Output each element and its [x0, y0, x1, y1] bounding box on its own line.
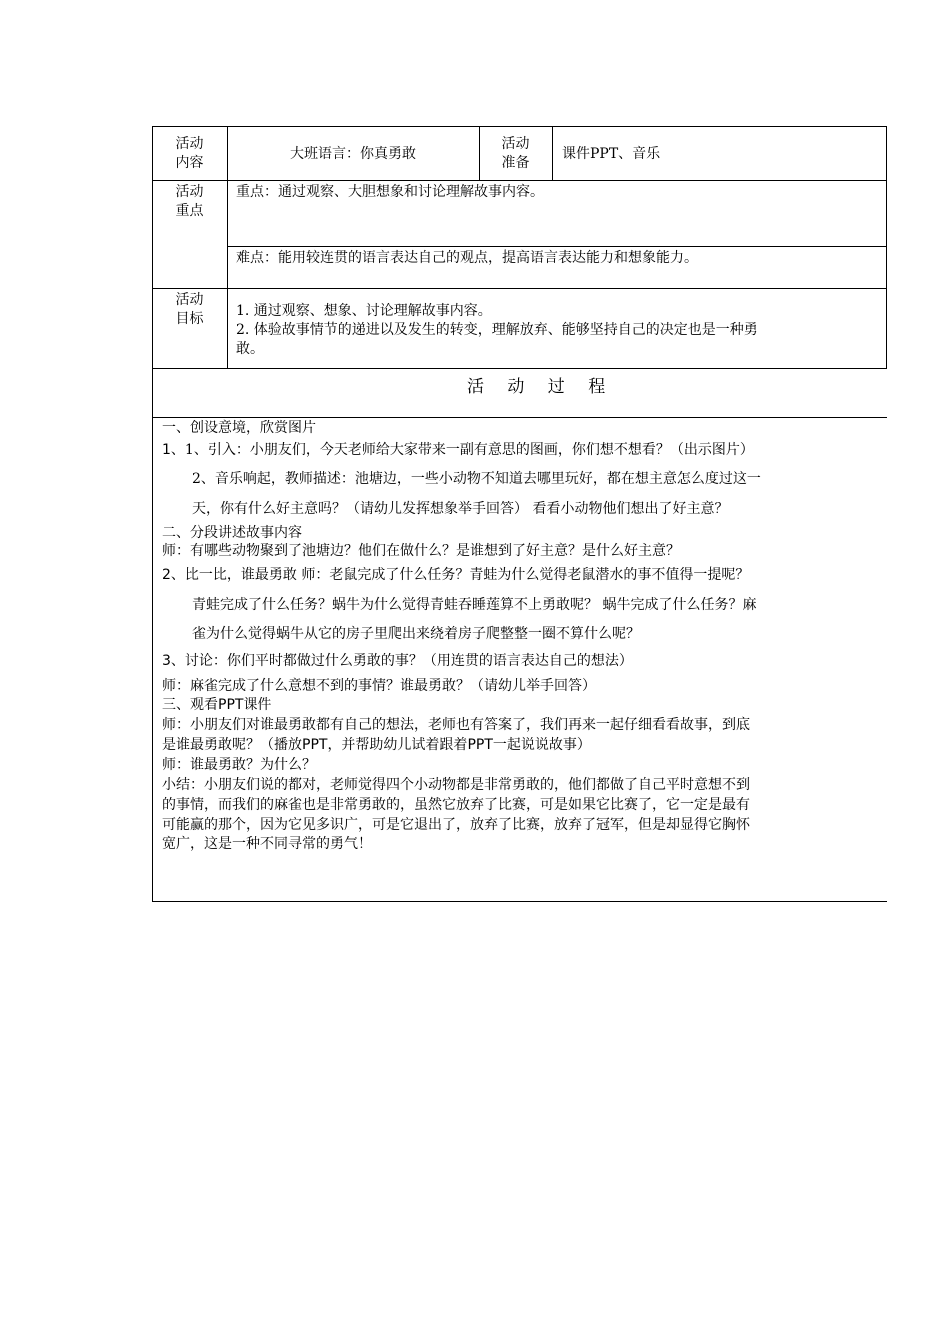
item1-prefix: 1、 — [162, 442, 185, 458]
summary-line3: 可能赢的那个，因为它见多识广，可是它退出了，放弃了比赛，放弃了冠军，但是却显得它胸怀 — [162, 817, 750, 833]
keypoint-divider — [227, 246, 887, 247]
goal-1-text: 1. 通过观察、想象、讨论理解故事内容。 — [236, 303, 492, 319]
goal-2-text-line1: 2. 体验故事情节的递进以及发生的转变，理解放弃、能够坚持自己的决定也是一种勇 — [236, 322, 758, 338]
section1-title: 一、创设意境，欣赏图片 — [162, 420, 316, 436]
label-activity-content: 活动 内容 — [175, 136, 204, 171]
process-heading: 活 动 过 程 — [467, 377, 615, 397]
key-point-text: 重点：通过观察、大胆想象和讨论理解故事内容。 — [236, 184, 544, 200]
activity-prep-value: 课件PPT、音乐 — [562, 146, 661, 162]
section1-item1 — [162, 441, 754, 460]
section3-line1: 师：小朋友们对谁最勇敢都有自己的想法，老师也有答案了，我们再来一起仔细看看故事，到底 — [162, 717, 750, 733]
heading-bottom-border — [152, 417, 887, 418]
table-top-border — [152, 126, 887, 127]
label-activity-prep: 活动 准备 — [501, 136, 530, 171]
s3-line2-a: 是谁最勇敢呢？（播放 — [162, 737, 302, 753]
section2-item3 — [162, 652, 633, 671]
row2-bottom-border — [152, 288, 887, 289]
goal-2-text-line2: 敢。 — [236, 341, 264, 357]
section2-item2-line2: 青蛙完成了什么任务？蜗牛为什么觉得青蛙吞睡莲算不上勇敢呢？ 蜗牛完成了什么任务？麻 — [192, 597, 757, 613]
section2-title: 二、分段讲述故事内容 — [162, 525, 302, 541]
table-right-border-top — [886, 126, 887, 369]
table-left-border — [152, 126, 153, 902]
s2-item3-prefix: 3、 — [162, 653, 185, 669]
difficulty-text: 难点：能用较连贯的语言表达自己的观点，提高语言表达能力和想象能力。 — [236, 250, 698, 266]
section1-item2-line1: 2、音乐响起，教师描述：池塘边，一些小动物不知道去哪里玩好，都在想主意怎么度过这一 — [192, 471, 761, 487]
summary-line1: 小结：小朋友们说的都对，老师觉得四个小动物都是非常勇敢的，他们都做了自己平时意想不到 — [162, 777, 750, 793]
row1-mid-divider-b — [552, 126, 553, 181]
s3-title-ppt: PPT — [218, 697, 244, 713]
item1-text: 1、引入：小朋友们，今天老师给大家带来一副有意思的图画，你们想不想看？（出示图片） — [184, 442, 754, 458]
s3-line2-ppt1: PPT — [302, 737, 328, 753]
section2-question1: 师：有哪些动物聚到了池塘边？他们在做什么？是谁想到了好主意？是什么好主意？ — [162, 543, 680, 559]
s3-line2-ppt2: PPT — [467, 737, 493, 753]
section3-title — [162, 696, 271, 715]
section2-question2: 师：麻雀完成了什么意想不到的事情？谁最勇敢？（请幼儿举手回答） — [162, 678, 596, 694]
section3-question: 师：谁最勇敢？为什么？ — [162, 757, 316, 773]
s3-title-a: 三、观看 — [162, 697, 218, 713]
label-activity-focus: 活动 重点 — [175, 184, 204, 219]
s2-item2-prefix: 2、 — [162, 567, 185, 583]
s2-item2-text: 比一比，谁最勇敢 师：老鼠完成了什么任务？青蛙为什么觉得老鼠潜水的事不值得一提呢？ — [184, 567, 750, 583]
label-activity-goals: 活动 目标 — [175, 292, 204, 327]
s3-line2-b: ，并帮助幼儿试着跟着 — [327, 737, 468, 753]
s3-title-b: 课件 — [243, 697, 272, 713]
section1-item2-line2: 天，你有什么好主意吗？（请幼儿发挥想象举手回答） 看看小动物他们想出了好主意？ — [192, 501, 729, 517]
summary-line2: 的事情，而我们的麻雀也是非常勇敢的，虽然它放弃了比赛，可是如果它比赛了，它一定是最有 — [162, 797, 750, 813]
table-bottom-border — [152, 901, 887, 902]
section3-line2 — [162, 736, 591, 755]
section2-item2-line1 — [162, 566, 749, 585]
activity-content-value: 大班语言：你真勇敢 — [290, 146, 416, 162]
summary-line4: 宽广，这是一种不同寻常的勇气！ — [162, 836, 372, 852]
s2-item3-text: 讨论：你们平时都做过什么勇敢的事？（用连贯的语言表达自己的想法） — [184, 653, 633, 669]
s3-line2-c: 一起说说故事） — [492, 737, 591, 753]
row3-bottom-border — [152, 368, 887, 369]
row1-bottom-border — [152, 180, 887, 181]
section2-item2-line3: 雀为什么觉得蜗牛从它的房子里爬出来绕着房子爬整整一圈不算什么呢？ — [192, 626, 640, 642]
